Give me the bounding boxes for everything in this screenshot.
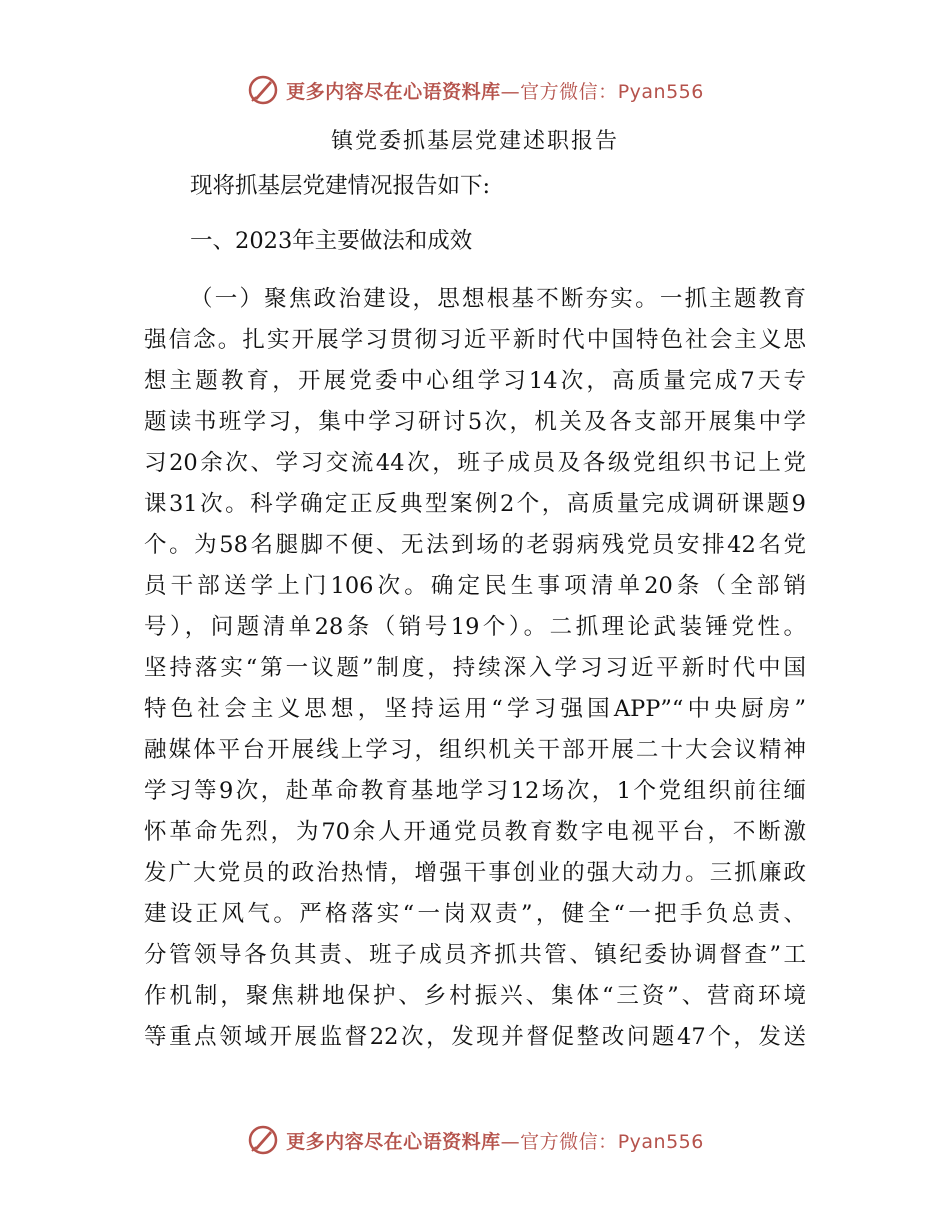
body-line: 建设正风气。严格落实“一岗双责”，健全“一把手负总责、 (144, 901, 806, 927)
body-line: （一）聚焦政治建设，思想根基不断夯实。一抓主题教育 (190, 286, 806, 312)
watermark-text: 更多内容尽在心语资料库 (286, 80, 501, 103)
watermark-dash: — (500, 80, 521, 103)
intro-paragraph: 现将抓基层党建情况报告如下: (190, 173, 491, 199)
body-line: 坚持落实“第一议题”制度，持续深入学习习近平新时代中国 (144, 655, 806, 681)
body-line: 个。为58名腿脚不便、无法到场的老弱病残党员安排42名党 (144, 532, 806, 558)
body-line: 分管领导各负其责、班子成员齐抓共管、镇纪委协调督查”工 (144, 942, 806, 968)
body-line: 特色社会主义思想，坚持运用“学习强国APP”“中央厨房” (144, 696, 806, 722)
body-line: 怀革命先烈，为70余人开通党员教育数字电视平台，不断激 (144, 819, 806, 845)
watermark-text: 更多内容尽在心语资料库 (286, 1130, 501, 1153)
feather-pen-logo-icon (246, 1123, 280, 1157)
body-line: 学习等9次，赴革命教育基地学习12场次，1个党组织前往缅 (144, 778, 806, 804)
body-line: 员干部送学上门106次。确定民生事项清单20条（全部销 (144, 573, 806, 599)
body-line: 强信念。扎实开展学习贯彻习近平新时代中国特色社会主义思 (144, 327, 806, 353)
watermark-header (0, 70, 950, 110)
section-heading: 一、2023年主要做法和成效 (190, 228, 473, 254)
body-line: 作机制，聚焦耕地保护、乡村振兴、集体“三资”、营商环境 (144, 983, 806, 1009)
body-line: 号），问题清单28条（销号19个）。二抓理论武装锤党性。 (144, 614, 806, 640)
watermark-dash: — (500, 1130, 521, 1153)
body-line: 发广大党员的政治热情，增强干事创业的强大动力。三抓廉政 (144, 860, 806, 886)
watermark-official: 官方微信： (520, 1130, 618, 1153)
watermark-footer (0, 1120, 950, 1160)
document-title: 镇党委抓基层党建述职报告 (330, 129, 619, 154)
watermark-official: 官方微信： (520, 80, 618, 103)
body-line: 课31次。科学确定正反典型案例2个，高质量完成调研课题9 (144, 491, 806, 517)
body-line: 融媒体平台开展线上学习，组织机关干部开展二十大会议精神 (144, 737, 806, 763)
watermark-wechat-id: Pyan556 (617, 1130, 704, 1153)
feather-pen-logo-icon (246, 73, 280, 107)
body-line: 想主题教育，开展党委中心组学习14次，高质量完成7天专 (144, 368, 806, 394)
body-line: 题读书班学习，集中学习研讨5次，机关及各支部开展集中学 (144, 409, 806, 435)
body-line: 习20余次、学习交流44次，班子成员及各级党组织书记上党 (144, 450, 806, 476)
body-line: 等重点领域开展监督22次，发现并督促整改问题47个，发送 (144, 1024, 806, 1050)
watermark-wechat-id: Pyan556 (617, 80, 704, 103)
